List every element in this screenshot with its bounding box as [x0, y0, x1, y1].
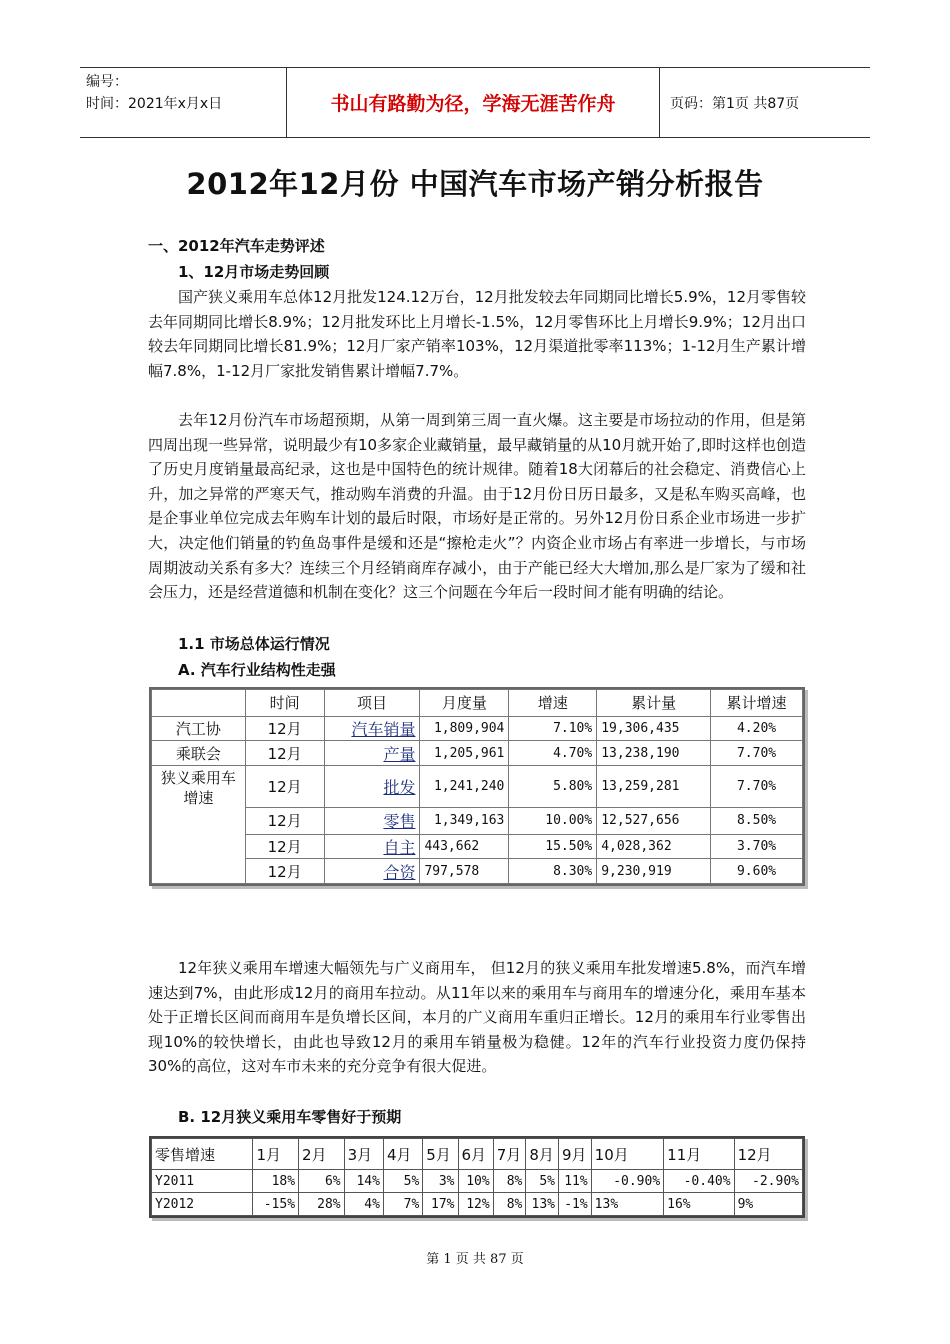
table-header-cell: 11月	[664, 1139, 734, 1170]
table-row	[152, 834, 803, 859]
cumulative-growth-cell: 8.50%	[711, 808, 803, 835]
table-header-cell: 12月	[734, 1139, 802, 1170]
cumulative-cell: 13,238,190	[597, 741, 711, 766]
value-cell: 18%	[253, 1170, 299, 1193]
paragraph-2: 去年12月份汽车市场超预期，从第一周到第三周一直火爆。这主要是市场拉动的作用，但是第四周出现一些异常，说明最少有10多家企业藏销量，最早藏销量的从10月就开始了,即时这样也创造了历史月度销量最高纪录，这也是中国特色的统计规律。随着18大闭幕后的社会稳定、消费信心上升，加之异常的严寒天气，推动购车消费的升温。由于12月份日历日最多，又是私车购买高峰，也是企事业单位完成去年购车计划的最后时限，市场好是正常的。另外12月份日系企业市场进一步扩大，决定他们销量的钓鱼岛事件是缓和还是“擦枪走火”？内资企业市场占有率进一步增长，与市场周期波动关系有多大？连续三个月经销商库存减小，由于产能已经大大增加,那么是厂家为了缓和社会压力，还是经营道德和机制在变化？这三个问题在今年后一段时间才能有明确的结论。	[148, 411, 806, 602]
table-header-cell: 累计增速	[711, 690, 803, 717]
page-title: 2012年12月份 中国汽车市场产销分析报告	[186, 167, 764, 201]
section-heading-1-1-1: 1.1 市场总体运行情况	[178, 635, 330, 653]
item-link[interactable]: 汽车销量	[324, 716, 420, 741]
table-header-cell: 月度量	[420, 690, 509, 717]
org-cell: 汽工协	[152, 716, 246, 741]
value-cell: 16%	[664, 1193, 734, 1216]
value-cell: -0.90%	[591, 1170, 663, 1193]
table-header-row	[152, 1139, 803, 1170]
value-cell: 4%	[344, 1193, 383, 1216]
value-cell: 14%	[344, 1170, 383, 1193]
value-cell: -0.40%	[664, 1170, 734, 1193]
value-cell: 28%	[299, 1193, 345, 1216]
org-cell: 狭义乘用车增速	[152, 765, 246, 883]
item-link[interactable]: 批发	[324, 765, 420, 807]
page-info: 页码：第1页 共87页	[670, 95, 800, 112]
table-row	[152, 1170, 803, 1193]
table-header-cell: 项目	[324, 690, 420, 717]
monthly-cell: 1,241,240	[420, 765, 509, 807]
table-header-cell	[152, 690, 246, 717]
table-header-cell: 7月	[493, 1139, 526, 1170]
time-cell: 12月	[245, 741, 324, 766]
section-heading-b: B. 12月狭义乘用车零售好于预期	[178, 1108, 402, 1126]
value-cell: 13%	[526, 1193, 559, 1216]
monthly-cell: 1,205,961	[420, 741, 509, 766]
table-header-row	[152, 690, 803, 717]
value-cell: -1%	[559, 1193, 592, 1216]
table-header-cell: 零售增速	[152, 1139, 253, 1170]
table-header-cell: 4月	[383, 1139, 422, 1170]
document-header	[80, 67, 870, 138]
table-header-cell: 增速	[509, 690, 597, 717]
value-cell: 17%	[423, 1193, 458, 1216]
industry-structure-table	[149, 687, 805, 886]
paragraph-3: 12年狭义乘用车增速大幅领先与广义商用车， 但12月的狭义乘用车批发增速5.8%，而汽车增速达到7%，由此形成12月的商用车拉动。从11年以来的乘用车与商用车的增速分化，乘用车基本处于正增长区间而商用车是负增长区间，本月的广义商用车重归正增长。12月的乘用车行业零售出现10%的较快增长，由此也导致12月的乘用车销量极为稳健。12年的汽车行业投资力度仍保持30%的高位，这对车市未来的充分竞争有很大促进。	[148, 959, 806, 1076]
retail-growth-table	[149, 1136, 805, 1218]
value-cell: 12%	[458, 1193, 493, 1216]
time-cell: 12月	[245, 716, 324, 741]
value-cell: 9%	[734, 1193, 802, 1216]
page-footer: 第 1 页 共 87 页	[426, 1252, 524, 1267]
time-cell: 12月	[245, 808, 324, 835]
table-header-cell: 2月	[299, 1139, 345, 1170]
growth-cell: 10.00%	[509, 808, 597, 835]
cumulative-growth-cell: 3.70%	[711, 834, 803, 859]
cumulative-cell: 9,230,919	[597, 859, 711, 884]
growth-cell: 8.30%	[509, 859, 597, 884]
value-cell: 13%	[591, 1193, 663, 1216]
value-cell: 10%	[458, 1170, 493, 1193]
table-row	[152, 859, 803, 884]
value-cell: 8%	[493, 1193, 526, 1216]
table-header-cell: 1月	[253, 1139, 299, 1170]
table-header-cell: 3月	[344, 1139, 383, 1170]
cumulative-growth-cell: 7.70%	[711, 741, 803, 766]
year-cell: Y2011	[152, 1170, 253, 1193]
growth-cell: 7.10%	[509, 716, 597, 741]
cumulative-growth-cell: 4.20%	[711, 716, 803, 741]
table-row	[152, 808, 803, 835]
table-header-cell: 时间	[245, 690, 324, 717]
time-cell: 12月	[245, 834, 324, 859]
time-cell: 12月	[245, 765, 324, 807]
growth-cell: 4.70%	[509, 741, 597, 766]
table-header-cell: 累计量	[597, 690, 711, 717]
time-label: 时间：2021年x月x日	[86, 96, 223, 112]
value-cell: 3%	[423, 1170, 458, 1193]
growth-cell: 5.80%	[509, 765, 597, 807]
table-header-cell: 9月	[559, 1139, 592, 1170]
growth-cell: 15.50%	[509, 834, 597, 859]
monthly-cell: 1,349,163	[420, 808, 509, 835]
table-header-cell: 10月	[591, 1139, 663, 1170]
cumulative-growth-cell: 7.70%	[711, 765, 803, 807]
monthly-cell: 1,809,904	[420, 716, 509, 741]
value-cell: 5%	[383, 1170, 422, 1193]
table-header-cell: 6月	[458, 1139, 493, 1170]
table-header-cell: 8月	[526, 1139, 559, 1170]
value-cell: 11%	[559, 1170, 592, 1193]
section-heading-a: A. 汽车行业结构性走强	[178, 661, 336, 679]
value-cell: 6%	[299, 1170, 345, 1193]
time-cell: 12月	[245, 859, 324, 884]
item-link[interactable]: 合资	[324, 859, 420, 884]
number-label: 编号：	[86, 74, 128, 90]
table-row	[152, 716, 803, 741]
table-row	[152, 765, 803, 807]
cumulative-cell: 13,259,281	[597, 765, 711, 807]
item-link[interactable]: 零售	[324, 808, 420, 835]
item-link[interactable]: 自主	[324, 834, 420, 859]
monthly-cell: 443,662	[420, 834, 509, 859]
motto: 书山有路勤为径，学海无涯苦作舟	[286, 68, 660, 137]
header-meta	[80, 68, 286, 137]
org-cell: 乘联会	[152, 741, 246, 766]
cumulative-cell: 4,028,362	[597, 834, 711, 859]
cumulative-cell: 12,527,656	[597, 808, 711, 835]
item-link[interactable]: 产量	[324, 741, 420, 766]
monthly-cell: 797,578	[420, 859, 509, 884]
paragraph-1: 国产狭义乘用车总体12月批发124.12万台，12月批发较去年同期同比增长5.9%，12月零售较去年同期同比增长8.9%；12月批发环比上月增长-1.5%，12月零售环比上月增长9.9%；12月出口较去年同期同比增长81.9%；12月厂家产销率103%，12月渠道批零率113%；1-12月生产累计增幅7.8%，1-12月厂家批发销售累计增幅7.7%。	[148, 288, 806, 380]
value-cell: 7%	[383, 1193, 422, 1216]
table-row	[152, 1193, 803, 1216]
value-cell: 8%	[493, 1170, 526, 1193]
section-heading-1-1: 1、12月市场走势回顾	[178, 263, 330, 281]
section-heading-1: 一、2012年汽车走势评述	[148, 237, 325, 255]
table-header-cell: 5月	[423, 1139, 458, 1170]
table-row	[152, 741, 803, 766]
cumulative-cell: 19,306,435	[597, 716, 711, 741]
value-cell: 5%	[526, 1170, 559, 1193]
value-cell: -2.90%	[734, 1170, 802, 1193]
value-cell: -15%	[253, 1193, 299, 1216]
cumulative-growth-cell: 9.60%	[711, 859, 803, 884]
year-cell: Y2012	[152, 1193, 253, 1216]
